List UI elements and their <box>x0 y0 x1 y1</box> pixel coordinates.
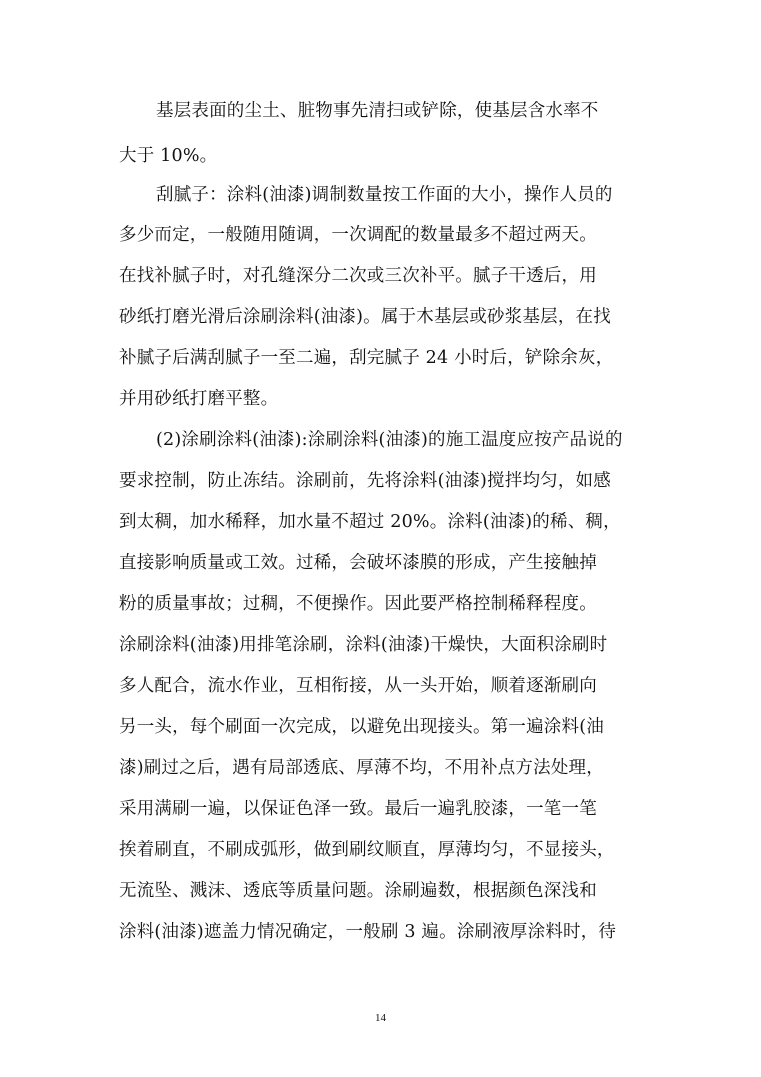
text-line-7: 补腻子后满刮腻子一至二遍，刮完腻子 24 小时后，铲除余灰， <box>119 348 614 368</box>
text-line-12: 直接影响质量或工效。过稀，会破坏漆膜的形成，产生接触掉 <box>119 553 597 573</box>
text-line-2: 大于 10%。 <box>119 146 218 166</box>
text-line-21: 涂料(油漆)遮盖力情况确定，一般刷 3 遍。涂刷液厚涂料时，待 <box>119 922 617 942</box>
text-line-13: 粉的质量事故；过稠，不便操作。因此要严格控制稀释程度。 <box>119 594 597 614</box>
text-line-16: 另一头，每个刷面一次完成，以避免出现接头。第一遍涂料(油 <box>119 717 604 737</box>
text-line-9: (2)涂刷涂料(油漆):涂刷涂料(油漆)的施工温度应按产品说的 <box>156 430 623 450</box>
text-line-20: 无流坠、溅沫、透底等质量问题。涂刷遍数，根据颜色深浅和 <box>119 881 597 901</box>
text-line-3: 刮腻子：涂料(油漆)调制数量按工作面的大小，操作人员的 <box>156 185 613 205</box>
text-line-6: 砂纸打磨光滑后涂刷涂料(油漆)。属于木基层或砂浆基层，在找 <box>119 307 611 327</box>
page-number: 14 <box>375 1012 386 1024</box>
text-line-18: 采用满刷一遍，以保证色泽一致。最后一遍乳胶漆，一笔一笔 <box>119 799 597 819</box>
text-line-10: 要求控制，防止冻结。涂刷前，先将涂料(油漆)搅拌均匀，如感 <box>119 471 611 491</box>
text-line-11: 到太稠，加水稀释，加水量不超过 20%。涂料(油漆)的稀、稠， <box>119 512 621 532</box>
text-line-8: 并用砂纸打磨平整。 <box>119 389 279 409</box>
text-line-5: 在找补腻子时，对孔缝深分二次或三次补平。腻子干透后，用 <box>119 266 597 286</box>
text-line-4: 多少而定，一般随用随调，一次调配的数量最多不超过两天。 <box>119 225 597 245</box>
text-line-19: 挨着刷直，不刷成弧形，做到刷纹顺直，厚薄均匀，不显接头， <box>119 840 615 860</box>
text-line-17: 漆)刷过之后，遇有局部透底、厚薄不均，不用补点方法处理， <box>119 758 604 778</box>
text-line-14: 涂刷涂料(油漆)用排笔涂刷，涂料(油漆)干燥快，大面积涂刷时 <box>119 635 608 655</box>
text-line-15: 多人配合，流水作业，互相衔接，从一头开始，顺着逐渐刷向 <box>119 676 597 696</box>
text-line-1: 基层表面的尘土、脏物事先清扫或铲除，使基层含水率不 <box>156 101 599 121</box>
